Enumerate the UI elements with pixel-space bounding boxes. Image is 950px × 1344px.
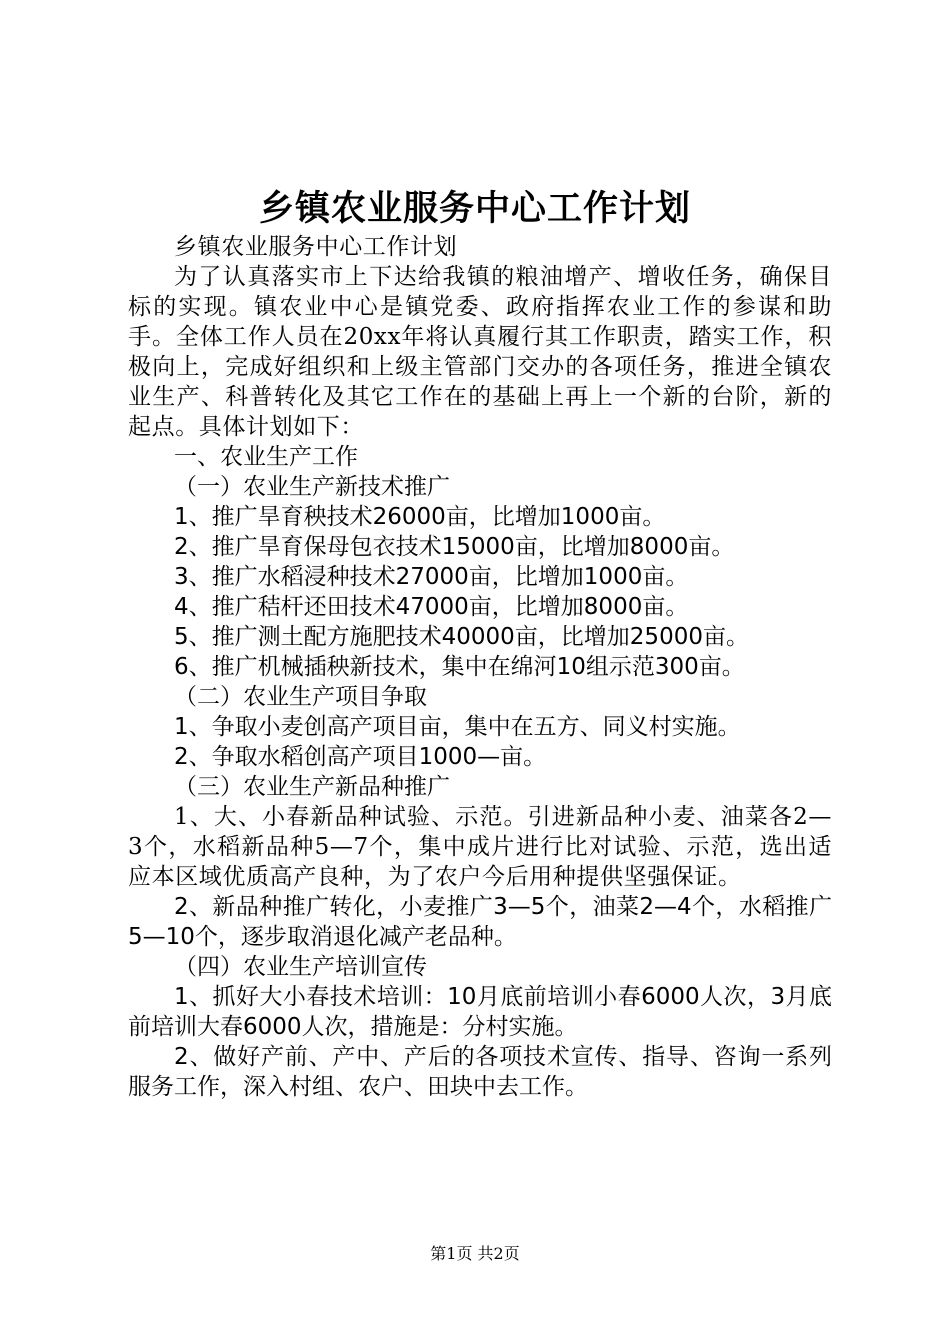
subsection-heading-4: （四）农业生产培训宣传: [174, 954, 427, 980]
list-item: 2、推广旱育保母包衣技术15000亩，比增加8000亩。: [174, 534, 735, 560]
document-body: [128, 232, 832, 1102]
list-item: 1、推广旱育秧技术26000亩，比增加1000亩。: [174, 504, 666, 530]
list-item: 3、推广水稻浸种技术27000亩，比增加1000亩。: [174, 564, 689, 590]
document-title: 乡镇农业服务中心工作计划: [258, 188, 691, 229]
page-footer: 第1页 共2页: [430, 1244, 520, 1263]
list-item: 2、争取水稻创高产项目1000—亩。: [174, 744, 547, 770]
paragraph-subtitle: 乡镇农业服务中心工作计划: [174, 234, 458, 260]
subsection-heading-1: （一）农业生产新技术推广: [174, 474, 450, 500]
list-item: 1、大、小春新品种试验、示范。引进新品种小麦、油菜各2—3个，水稻新品种5—7个，集中成片进行比对试验、示范，选出适应本区域优质高产良种，为了农户今后用种提供坚强保证。: [128, 804, 832, 890]
list-item: 1、抓好大小春技术培训：10月底前培训小春6000人次，3月底前培训大春6000人次，措施是：分村实施。: [128, 984, 832, 1040]
subsection-heading-2: （二）农业生产项目争取: [174, 684, 427, 710]
list-item: 6、推广机械插秧新技术，集中在绵河10组示范300亩。: [174, 654, 745, 680]
list-item: 4、推广秸杆还田技术47000亩，比增加8000亩。: [174, 594, 689, 620]
list-item: 2、做好产前、产中、产后的各项技术宣传、指导、咨询一系列服务工作，深入村组、农户、田块中去工作。: [128, 1044, 832, 1100]
subsection-heading-3: （三）农业生产新品种推广: [174, 774, 450, 800]
list-item: 1、争取小麦创高产项目亩，集中在五方、同义村实施。: [174, 714, 741, 740]
list-item: 5、推广测土配方施肥技术40000亩，比增加25000亩。: [174, 624, 749, 650]
list-item: 2、新品种推广转化，小麦推广3—5个，油菜2—4个，水稻推广5—10个，逐步取消退化减产老品种。: [128, 894, 832, 950]
paragraph-intro: 为了认真落实市上下达给我镇的粮油增产、增收任务，确保目标的实现。镇农业中心是镇党委、政府指挥农业工作的参谋和助手。全体工作人员在20xx年将认真履行其工作职责，踏实工作，积极向上，完成好组织和上级主管部门交办的各项任务，推进全镇农业生产、科普转化及其它工作在的基础上再上一个新的台阶，新的起点。具体计划如下：: [128, 264, 832, 440]
section-heading-1: 一、农业生产工作: [174, 444, 358, 470]
